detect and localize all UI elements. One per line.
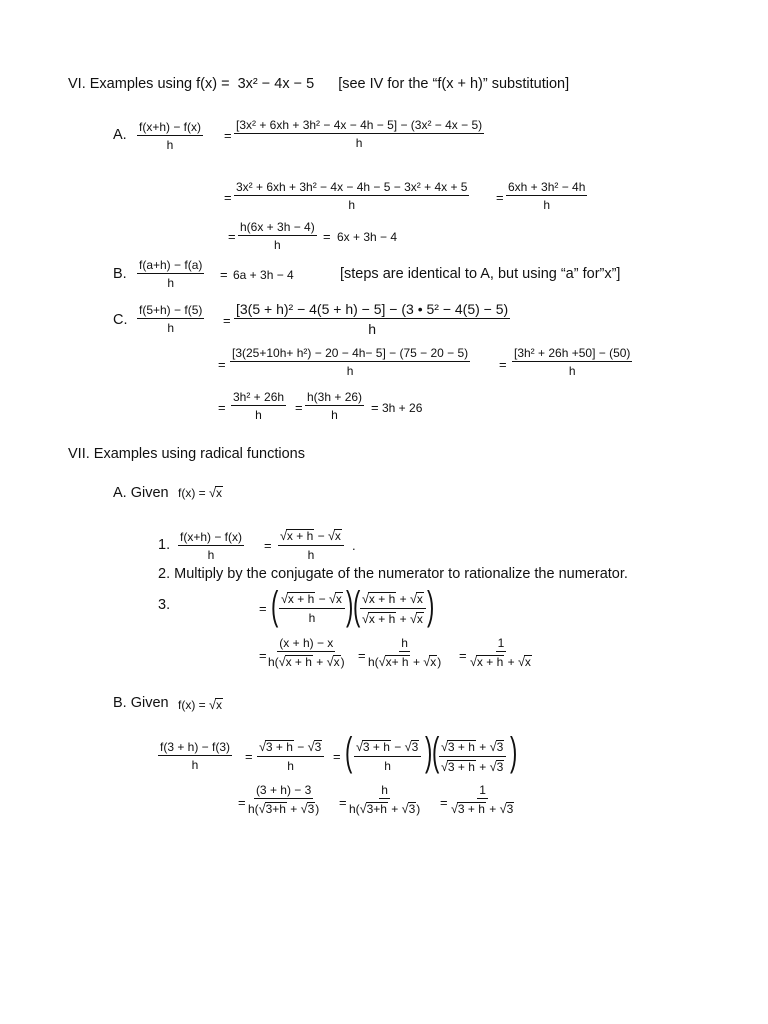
radicand: 3+h xyxy=(265,802,286,816)
fraction-denominator: h xyxy=(348,198,356,212)
fraction-denominator: h xyxy=(543,198,551,212)
equals-sign: = xyxy=(224,190,232,205)
fraction-numerator: [3h² + 26h +50] − (50) xyxy=(514,346,631,360)
left-paren: ( xyxy=(344,730,353,774)
radicand: 3 xyxy=(314,740,322,754)
fraction-denominator: h xyxy=(166,138,174,152)
fraction-numerator: f(a+h) − f(a) xyxy=(139,258,203,272)
result-a: 6x + 3h − 4 xyxy=(337,230,398,244)
expansion-step-c2 xyxy=(512,347,632,377)
fraction-numerator: 6xh + 3h² − 4h xyxy=(508,180,586,194)
equals-sign: = xyxy=(323,229,331,244)
sqrt-symbol: √ xyxy=(209,486,216,500)
radicand: 3 + h xyxy=(265,740,293,754)
fraction-numerator: [3(5 + h)² − 4(5 + h) − 5] − (3 • 5² − 4(5) − 5) xyxy=(236,301,509,317)
radicand: x + h xyxy=(368,592,396,606)
expansion-step-c1 xyxy=(230,347,470,377)
factored-step-c xyxy=(305,391,364,421)
radicand: x + h xyxy=(368,611,396,626)
substitution-step xyxy=(234,302,510,336)
example-a-label: A. xyxy=(113,127,127,143)
given-b-label: B. Given xyxy=(113,695,169,711)
fraction-denominator: h xyxy=(384,758,391,773)
radicand: 3 xyxy=(307,802,315,816)
radicand: 3 + h xyxy=(362,740,390,754)
equals-sign: = xyxy=(259,601,267,616)
fraction-denominator: h xyxy=(346,364,354,378)
fraction-denominator: √x + h + √x xyxy=(470,655,531,669)
equals-sign: = xyxy=(499,357,507,372)
fraction-numerator: h xyxy=(401,636,408,650)
radical-quotient xyxy=(278,529,344,561)
example-b-label: B. xyxy=(113,266,127,282)
right-paren: ) xyxy=(424,730,433,774)
radicand: x + h xyxy=(476,655,504,669)
step-1-label: 1. xyxy=(158,537,171,553)
final-result-b xyxy=(451,784,514,816)
radicand: x+ h xyxy=(385,655,409,669)
step-3-label: 3. xyxy=(158,597,171,613)
fraction-denominator: h xyxy=(568,364,576,378)
radicand: x xyxy=(335,592,342,606)
section-vi-note: [see IV for the “f(x + h)” substitution] xyxy=(338,76,570,92)
fraction-numerator: (x + h) − x xyxy=(279,636,334,650)
fraction-denominator: h(√3+h + √3) xyxy=(349,802,421,816)
fraction-denominator: h xyxy=(307,547,315,562)
radicand: x xyxy=(333,655,340,669)
fraction-numerator: √x + h − √x xyxy=(279,592,345,609)
fraction-numerator: √3 + h − √3 xyxy=(354,740,421,757)
fraction-numerator: √3 + h + √3 xyxy=(439,740,506,757)
equals-sign: = xyxy=(228,229,236,244)
conjugate-fraction xyxy=(360,592,426,625)
radicand: x xyxy=(215,486,222,500)
radicand: 3 + h xyxy=(457,802,485,816)
equals-sign: = xyxy=(218,400,226,415)
final-result-a xyxy=(470,637,532,669)
simplified-step xyxy=(506,181,587,211)
equals-sign: = xyxy=(440,795,448,810)
fraction-denominator: h xyxy=(274,238,281,252)
difference-quotient xyxy=(137,121,203,151)
radical-quotient-3 xyxy=(257,740,324,772)
fraction-denominator: h(√x+ h + √x) xyxy=(368,655,442,669)
fraction-denominator: h xyxy=(331,408,338,422)
fraction-denominator: h xyxy=(308,610,316,625)
fraction-denominator: h(√x + h + √x) xyxy=(268,655,345,669)
result-b: 6a + 3h − 4 xyxy=(233,268,294,282)
fraction-numerator: f(x+h) − f(x) xyxy=(139,120,202,134)
equals-sign: = xyxy=(295,400,303,415)
radicand: 3 xyxy=(408,802,416,816)
radicand: x + h xyxy=(286,529,314,543)
right-paren: ) xyxy=(509,730,518,774)
difference-quotient-5 xyxy=(137,304,204,334)
radicand: x xyxy=(416,611,423,626)
fraction-denominator: √x + h + √x xyxy=(362,611,423,626)
simplified-step-c xyxy=(231,391,286,421)
fraction-denominator: h xyxy=(207,548,215,562)
radical-difference-quotient-3 xyxy=(158,741,232,771)
equals-sign: = xyxy=(371,400,379,415)
expansion-step-1 xyxy=(234,119,484,149)
section-vii-header: VII. Examples using radical functions xyxy=(68,446,305,462)
fraction-numerator: 3h² + 26h xyxy=(233,390,285,404)
sqrt-symbol: √ xyxy=(209,698,216,712)
radical-quotient xyxy=(279,592,345,624)
fraction-denominator: h xyxy=(287,758,294,773)
left-paren: ( xyxy=(431,730,440,774)
function-definition: 3x² − 4x − 5 xyxy=(237,76,315,92)
equals-sign: = xyxy=(496,190,504,205)
conjugate-fraction-3 xyxy=(439,740,506,773)
radical-quotient-3 xyxy=(354,740,421,772)
fraction-denominator: h xyxy=(355,136,363,150)
fraction-denominator: √3 + h + √3 xyxy=(451,802,514,816)
fraction-numerator: 3x² + 6xh + 3h² − 4x − 4h − 5 − 3x² + 4x + 5 xyxy=(236,180,468,194)
rationalized-step-1 xyxy=(268,637,345,669)
rationalized-step-b1 xyxy=(248,784,319,816)
equals-sign: = xyxy=(259,648,267,663)
fraction-denominator: h(√3+h + √3) xyxy=(248,802,320,816)
right-paren: ) xyxy=(426,584,435,628)
given-a-label: A. Given xyxy=(113,485,169,501)
equals-sign: = xyxy=(223,313,231,328)
radicand: x xyxy=(334,529,341,543)
fraction-denominator: h xyxy=(167,276,175,290)
equals-sign: = xyxy=(333,749,341,764)
rationalized-step-2 xyxy=(368,637,441,669)
fraction-numerator: (3 + h) − 3 xyxy=(255,783,312,797)
function-lead: f(x) = xyxy=(178,698,206,712)
radicand: 3 xyxy=(506,802,514,816)
left-paren: ( xyxy=(352,584,361,628)
radicand: 3 xyxy=(496,759,504,774)
radicand: x xyxy=(430,655,437,669)
equals-sign: = xyxy=(238,795,246,810)
radicand: 3 xyxy=(411,740,419,754)
example-c-label: C. xyxy=(113,312,128,328)
equals-sign: = xyxy=(220,267,228,282)
radicand: x xyxy=(416,592,423,606)
function-lead: f(x) = xyxy=(178,486,206,500)
radicand: x xyxy=(215,698,222,712)
expansion-step-2 xyxy=(234,181,469,211)
radical-function-b xyxy=(178,698,223,712)
equals-sign: = xyxy=(218,357,226,372)
fraction-denominator: h xyxy=(191,758,199,772)
equals-sign: = xyxy=(245,749,253,764)
fraction-numerator: 1 xyxy=(479,783,486,797)
equals-sign: = xyxy=(459,648,467,663)
fraction-numerator: √3 + h − √3 xyxy=(257,740,324,757)
step-2-text: 2. Multiply by the conjugate of the numerator to rationalize the numerator. xyxy=(158,566,628,582)
fraction-numerator: f(x+h) − f(x) xyxy=(180,530,243,544)
equals-sign: = xyxy=(264,538,272,553)
difference-quotient-a xyxy=(137,259,204,289)
equals-sign: = xyxy=(358,648,366,663)
rationalized-step-b2 xyxy=(349,784,420,816)
radicand: x + h xyxy=(285,655,312,669)
right-paren: ) xyxy=(345,584,354,628)
fraction-numerator: 1 xyxy=(497,636,505,650)
fraction-numerator: [3x² + 6xh + 3h² − 4x − 4h − 5] − (3x² − 4x − 5) xyxy=(236,118,483,132)
fraction-denominator: h xyxy=(167,321,175,335)
radicand: x + h xyxy=(287,592,315,606)
fraction-numerator: f(3 + h) − f(3) xyxy=(160,740,231,754)
radicand: x xyxy=(524,655,531,669)
section-vi-header xyxy=(68,76,569,92)
radicand: 3 xyxy=(496,740,504,754)
radicand: 3 + h xyxy=(447,740,475,754)
equals-sign: = xyxy=(339,795,347,810)
factored-step xyxy=(238,221,317,251)
fraction-numerator: √x + h − √x xyxy=(278,529,344,546)
radical-function-a xyxy=(178,486,223,500)
left-paren: ( xyxy=(270,584,279,628)
fraction-denominator: h xyxy=(255,408,262,422)
fraction-denominator: h xyxy=(368,321,376,337)
fraction-numerator: √x + h + √x xyxy=(360,592,426,609)
result-c: 3h + 26 xyxy=(382,401,423,415)
equals-sign: = xyxy=(224,128,232,143)
example-b-note: [steps are identical to A, but using “a” for”x”] xyxy=(340,266,621,282)
radical-difference-quotient xyxy=(178,531,244,561)
radicand: 3 + h xyxy=(447,759,475,774)
section-vi-title: VI. Examples using f(x) = xyxy=(68,76,230,92)
fraction-numerator: h xyxy=(381,783,388,797)
fraction-numerator: [3(25+10h+ h²) − 20 − 4h− 5] − (75 − 20 − 5) xyxy=(232,346,469,360)
fraction-numerator: h(3h + 26) xyxy=(307,390,363,404)
fraction-numerator: f(5+h) − f(5) xyxy=(139,303,203,317)
period: . xyxy=(352,538,356,553)
fraction-numerator: h(6x + 3h − 4) xyxy=(240,220,315,234)
fraction-denominator: √3 + h + √3 xyxy=(441,759,504,774)
radicand: 3+h xyxy=(366,802,387,816)
